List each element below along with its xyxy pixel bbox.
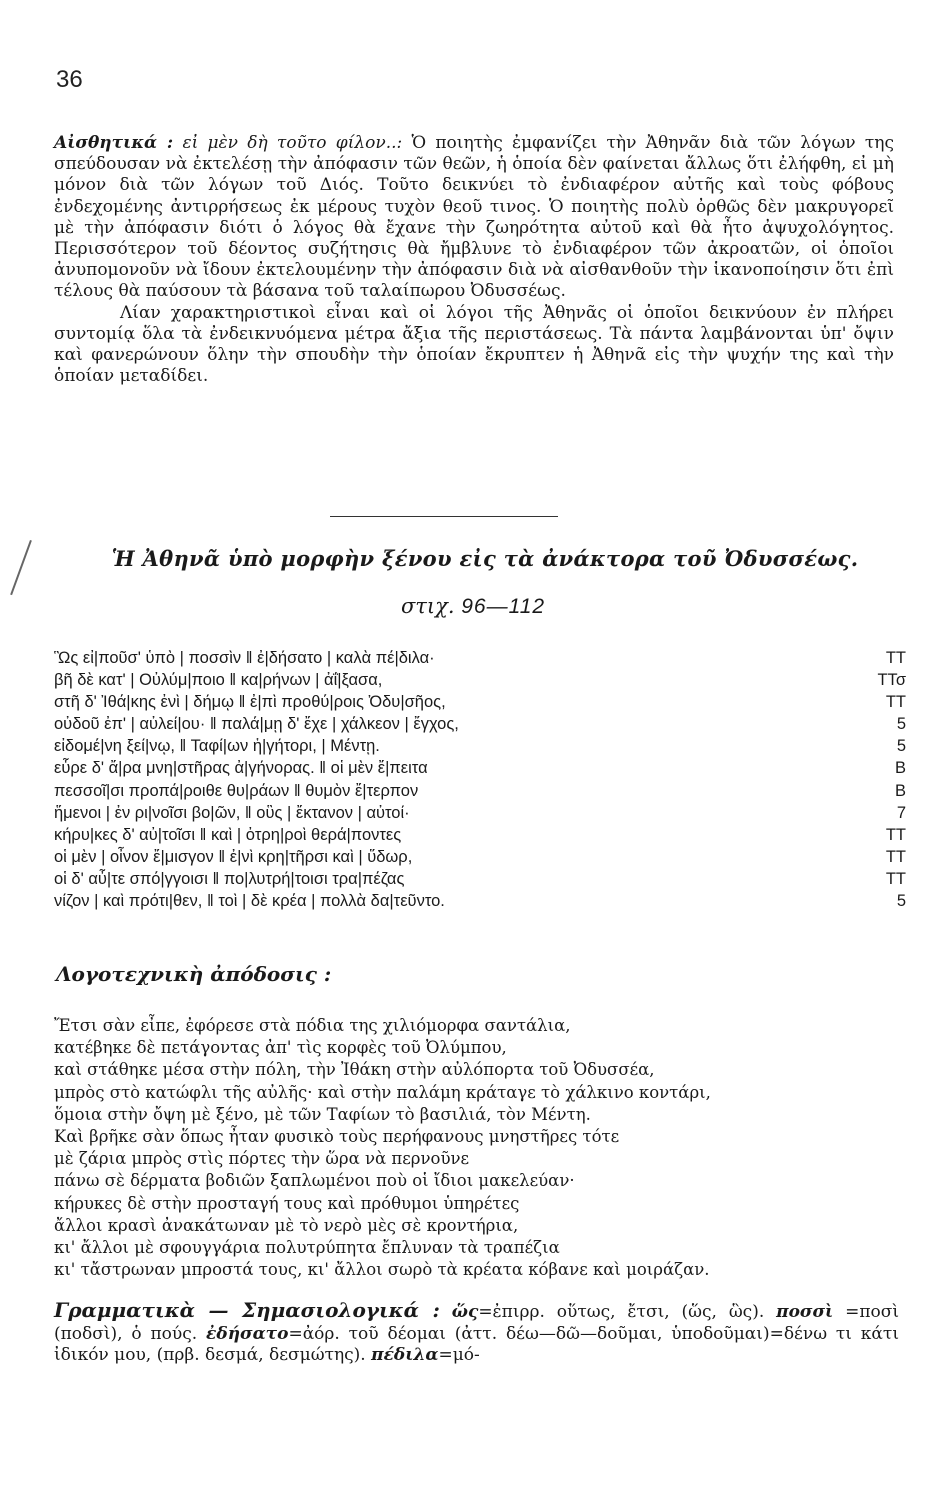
section-divider: [330, 516, 558, 517]
verse-line: [54, 780, 906, 802]
grammar-gloss: =μό-: [438, 1345, 480, 1365]
verse-line: [54, 757, 906, 779]
verse-text: οἱ μὲν | οἶνον ἔ|μισγον ‖ ἐ|νὶ κρη|τῆρσι καὶ | ὕδωρ,: [54, 847, 413, 866]
grammar-gloss: =ποσὶ (ποδσὶ), ὁ πούς.: [54, 1302, 900, 1344]
grammar-section: [54, 1300, 899, 1367]
verse-scansion: 7: [896, 803, 906, 822]
verse-text: πεσσοῖ|σι προπά|ροιθε θυ|ράων ‖ θυμὸν ἔ|τερπον: [54, 781, 419, 800]
verse-text: εἰδομέ|νη ξεί|νῳ, ‖ Ταφί|ων ἡ|γήτορι, | Μέντῃ.: [54, 737, 380, 756]
verse-scansion: 5: [896, 737, 906, 756]
page-number: 36: [56, 66, 83, 93]
translation-line: μὲ ζάρια μπρὸς στὶς πόρτες τὴν ὥρα νὰ περνοῦνε: [54, 1149, 470, 1169]
verse-scansion: 5: [896, 715, 906, 734]
translation-line: Ἔτσι σὰν εἶπε, ἐφόρεσε στὰ πόδια της χιλιόμορφα σαντάλια,: [54, 1016, 571, 1035]
commentary-paragraph-1: [54, 133, 894, 303]
verse-scansion: ΤΤ: [885, 649, 906, 667]
verse-line: [54, 713, 906, 735]
verse-text: βῆ δὲ κατ' | Οὐλύμ|ποιο ‖ κα|ρήνων | ἀΐ|ξασα,: [54, 671, 383, 690]
commentary-quote: εἰ μὲν δὴ τοῦτο φίλον..:: [182, 133, 403, 153]
verse-line: [54, 802, 906, 824]
section-heading: Ἡ Ἀθηνᾶ ὑπὸ μορφὴν ξένου εἰς τὰ ἀνάκτορα τοῦ Ὀδυσσέως.: [111, 546, 859, 571]
translation-line: πάνω σὲ δέρματα βοδιῶν ξαπλωμένοι ποὺ οἱ ἴδιοι μακελεύαν·: [54, 1171, 575, 1191]
translation-line: καὶ στάθηκε μέσα στὴν πόλη, τὴν Ἰθάκη στὴν αὐλόπορτα τοῦ Ὀδυσσέα,: [54, 1060, 655, 1080]
verse-line: [54, 647, 906, 669]
verse-text: Ὣς εἰ|ποῦσ' ὑπὸ | ποσσὶν ‖ ἐ|δήσατο | καλὰ πέ|διλα·: [54, 649, 435, 667]
verse-text: στῆ δ' Ἰθά|κης ἐνὶ | δήμῳ ‖ ἐ|πὶ προθύ|ροις Ὀδυ|σῆος,: [54, 693, 446, 712]
verse-scansion: ΤΤ: [885, 847, 906, 866]
verse-scansion: ΤΤ: [885, 693, 906, 712]
commentary-text-1: Ὁ ποιητὴς ἐμφανίζει τὴν Ἀθηνᾶν διὰ τῶν λόγων της σπεύδουσαν νὰ ἐκτελέσῃ τὴν ἀπόφασιν τῶν θεῶν, ἡ ὁποία δὲν φαίνεται ἄλλως ὅτι ἐλήφθη, εἰ μὴ μόνον διὰ τῶν λόγων τοῦ Διός. Τοῦτο δεικνύει τὸ ἐνδιαφέρον αὐτῆς καὶ τοὺς φόβους ἐνδεχομένης ἀντιρρήσεως ἐκ μέρους τυχὸν θεοῦ τινος. Ὁ ποιητὴς πολὺ ὀρθῶς δὲν μακρυγορεῖ μὲ τὴν ἀπόφασιν διότι ὁ λόγος θὰ ἔχανε τὴν ζωηρότητα αὐτοῦ καὶ θὰ ἦτο ἀψυχολόγητος. Περισσότερον τοῦ δέοντος συζήτησις θὰ ἤμβλυνε τὸ ἐνδιαφέρον τῶν ἀκροατῶν, οἱ ὁποῖοι ἀνυπομονοῦν νὰ ἴδουν ἐκτελουμένην τὴν ἀπόφασιν διὰ νὰ αἰσθανθοῦν τὴν ἱκανοποίησιν ὅτι ἐπὶ τέλους θὰ παύσουν τὰ βάσανα τοῦ ταλαίπωρου Ὀδυσσέως.: [54, 133, 895, 302]
translation-heading: Λογοτεχνικὴ ἀπόδοσις :: [56, 962, 332, 986]
verse-line: [54, 824, 906, 846]
grammar-term: πέδιλα: [371, 1345, 439, 1365]
verse-scansion: 5: [896, 892, 906, 911]
verse-text: νίζον | καὶ πρότι|θεν, ‖ τοὶ | δὲ κρέα | πολλὰ δα|τεῦντο.: [54, 892, 445, 911]
commentary-section: [54, 133, 894, 387]
grammar-gloss: =ἐπιρρ. οὕτως, ἔτσι, (ὥς, ὣς).: [478, 1302, 765, 1322]
grammar-term: ἐδήσατο: [206, 1323, 289, 1344]
translation-line: κήρυκες δὲ στὴν προσταγή τους καὶ πρόθυμοι ὑπηρέτες: [54, 1193, 520, 1213]
grammar-heading: Γραμματικὰ — Σημασιολογικά :: [54, 1298, 440, 1322]
translation-line: Καὶ βρῆκε σὰν ὅπως ἦταν φυσικὸ τοὺς περήφανους μνηστῆρες τότε: [54, 1127, 620, 1147]
translation-block: [54, 1015, 904, 1281]
translation-line: ὅμοια στὴν ὄψη μὲ ξένο, μὲ τῶν Ταφίων τὸ βασιλιά, τὸν Μέντη.: [54, 1104, 591, 1124]
verse-text: οἱ δ' αὖ|τε σπό|γγοισι ‖ πο|λυτρή|τοισι τρα|πέζας: [54, 869, 405, 888]
margin-pencil-mark: [10, 540, 32, 595]
verse-line: [54, 691, 906, 713]
verse-line: [54, 669, 906, 691]
verse-range-prefix: στιχ.: [400, 594, 455, 618]
translation-line: κι' ἄλλοι μὲ σφουγγάρια πολυτρύπητα ἔπλυναν τὰ τραπέζια: [54, 1238, 560, 1258]
verse-scansion: ΤΤ: [885, 869, 906, 888]
grammar-gloss: =ἀόρ. τοῦ δέομαι (ἀττ. δέω—δῶ—δοῦμαι, ὑποδοῦμαι)=δένω τι κάτι ἰδικόν μου, (πρβ. δεσμά, δεσμώτης).: [54, 1323, 899, 1365]
translation-line: ἄλλοι κρασὶ ἀνακάτωναν μὲ τὸ νερὸ μὲς σὲ κροντήρια,: [54, 1215, 519, 1235]
translation-line: κατέβηκε δὲ πετάγοντας ἀπ' τὶς κορφὲς τοῦ Ὀλύμπου,: [54, 1038, 507, 1058]
verse-range: [0, 594, 946, 619]
verse-scansion: Β: [894, 759, 906, 778]
verse-text: οὐδοῦ ἐπ' | αὐλεί|ου· ‖ παλά|μῃ δ' ἔχε | χάλκεον | ἔγχος,: [54, 715, 459, 734]
translation-line: μπρὸς στὸ κατώφλι τῆς αὐλῆς· καὶ στὴν παλάμη κράταγε τὸ χάλκινο κοντάρι,: [54, 1082, 711, 1102]
grammar-term: ποσσὶ: [776, 1302, 834, 1322]
verse-text: κήρυ|κες δ' αὐ|τοῖσι ‖ καὶ | ὀτρη|ροὶ θερά|ποντες: [54, 825, 402, 844]
verse-scansion: Β: [894, 781, 906, 800]
verse-line: [54, 846, 906, 868]
verse-line: [54, 735, 906, 757]
verse-scansion: ΤΤσ: [877, 671, 906, 690]
grammar-term: ὥς: [451, 1302, 479, 1322]
verse-text: εὗρε δ' ἄ|ρα μνη|στῆρας ἀ|γήνορας. ‖ οἱ μὲν ἔ|πειτα: [54, 759, 428, 778]
verse-line: [54, 868, 906, 890]
verse-block: [54, 647, 906, 912]
translation-line: κι' τἄστρωναν μπροστά τους, κι' ἄλλοι σωρὸ τὰ κρέατα κόβανε καὶ μοιράζαν.: [54, 1260, 710, 1280]
commentary-heading: Αἰσθητικά :: [54, 133, 174, 153]
verse-scansion: ΤΤ: [885, 825, 906, 844]
verse-line: [54, 890, 906, 912]
verse-text: ἥμενοι | ἐν ρι|νοῖσι βο|ῶν, ‖ οὓς | ἔκτανον | αὐτοί·: [54, 803, 410, 822]
commentary-paragraph-2: Λίαν χαρακτηριστικοὶ εἶναι καὶ οἱ λόγοι τῆς Ἀθηνᾶς οἱ ὁποῖοι δεικνύουν ἐν πλήρει συντομίᾳ ὅλα τὰ ἐνδεικνυόμενα μέτρα ἄξια τῆς περιστάσεως. Τὰ πάντα λαμβάνονται ὑπ' ὄψιν καὶ φανερώνουν ὅλην τὴν σπουδὴν τὴν ὁποίαν ἔκρυπτεν ἡ Ἀθηνᾶ εἰς τὴν ψυχήν της καὶ τὴν ὁποίαν μεταδίδει.: [54, 302, 894, 387]
verse-range-numbers: 96—112: [461, 595, 546, 618]
